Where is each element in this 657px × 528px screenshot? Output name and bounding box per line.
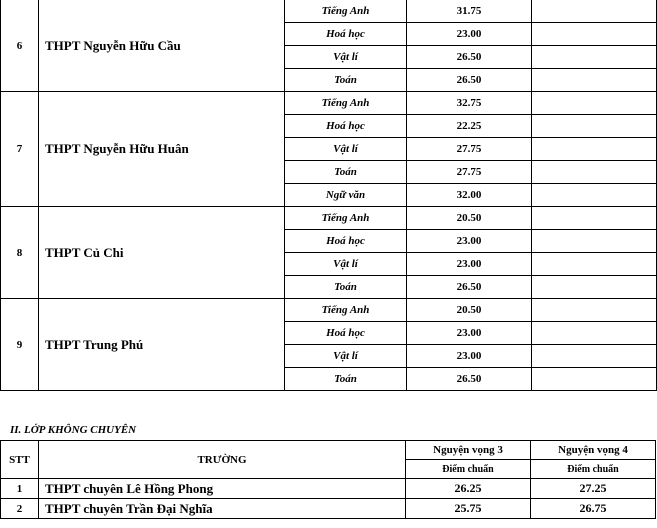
empty-cell	[532, 276, 657, 299]
cutoff-score: 26.50	[407, 276, 532, 299]
empty-cell	[532, 23, 657, 46]
empty-cell	[532, 368, 657, 391]
empty-cell	[532, 69, 657, 92]
non-specialized-body	[1, 479, 656, 519]
row-stt: 7	[1, 92, 39, 207]
school-name: THPT Nguyễn Hữu Cầu	[39, 0, 285, 92]
cutoff-score: 26.50	[407, 46, 532, 69]
cutoff-score: 32.00	[407, 184, 532, 207]
empty-cell	[532, 207, 657, 230]
empty-cell	[532, 230, 657, 253]
subject-name: Vật lí	[285, 345, 407, 368]
header-nv4-sub: Điểm chuẩn	[531, 460, 656, 479]
subject-name: Toán	[285, 161, 407, 184]
non-specialized-table	[0, 440, 656, 519]
empty-cell	[532, 253, 657, 276]
cutoff-score: 20.50	[407, 299, 532, 322]
cutoff-score: 23.00	[407, 230, 532, 253]
cutoff-score: 20.50	[407, 207, 532, 230]
header-nv3: Nguyện vọng 3	[406, 441, 531, 460]
subject-name: Tiếng Anh	[285, 299, 407, 322]
subject-name: Ngữ văn	[285, 184, 407, 207]
header-nv3-sub: Điểm chuẩn	[406, 460, 531, 479]
subject-name: Hoá học	[285, 322, 407, 345]
subject-name: Vật lí	[285, 253, 407, 276]
cutoff-score: 23.00	[407, 345, 532, 368]
cutoff-score: 27.75	[407, 161, 532, 184]
admission-scores-body	[1, 0, 657, 391]
subject-name: Vật lí	[285, 46, 407, 69]
cutoff-score: 27.75	[407, 138, 532, 161]
section-title: II. LỚP KHÔNG CHUYÊN	[10, 424, 137, 436]
subject-name: Hoá học	[285, 23, 407, 46]
non-specialized-header	[1, 441, 656, 479]
school-name: THPT Trung Phú	[39, 299, 285, 391]
row-stt: 2	[1, 499, 39, 519]
school-name: THPT chuyên Lê Hồng Phong	[39, 479, 406, 499]
row-stt: 9	[1, 299, 39, 391]
header-school: TRƯỜNG	[39, 441, 406, 479]
header-stt: STT	[1, 441, 39, 479]
row-stt: 8	[1, 207, 39, 299]
school-name: THPT Nguyễn Hữu Huân	[39, 92, 285, 207]
cutoff-score: 26.50	[407, 69, 532, 92]
table-row	[1, 499, 656, 519]
cutoff-score: 23.00	[407, 322, 532, 345]
subject-name: Tiếng Anh	[285, 207, 407, 230]
empty-cell	[532, 92, 657, 115]
cutoff-score: 32.75	[407, 92, 532, 115]
cutoff-score: 31.75	[407, 0, 532, 23]
nv4-score: 26.75	[531, 499, 656, 519]
nv3-score: 26.25	[406, 479, 531, 499]
table-row	[1, 299, 657, 322]
nv4-score: 27.25	[531, 479, 656, 499]
subject-name: Tiếng Anh	[285, 0, 407, 23]
table-row	[1, 207, 657, 230]
empty-cell	[532, 345, 657, 368]
cutoff-score: 22.25	[407, 115, 532, 138]
empty-cell	[532, 322, 657, 345]
empty-cell	[532, 161, 657, 184]
subject-name: Hoá học	[285, 115, 407, 138]
cutoff-score: 23.00	[407, 253, 532, 276]
empty-cell	[532, 299, 657, 322]
empty-cell	[532, 115, 657, 138]
table-row	[1, 0, 657, 23]
subject-name: Toán	[285, 368, 407, 391]
empty-cell	[532, 184, 657, 207]
school-name: THPT chuyên Trần Đại Nghĩa	[39, 499, 406, 519]
empty-cell	[532, 46, 657, 69]
empty-cell	[532, 0, 657, 23]
empty-cell	[532, 138, 657, 161]
subject-name: Hoá học	[285, 230, 407, 253]
row-stt: 1	[1, 479, 39, 499]
school-name: THPT Củ Chi	[39, 207, 285, 299]
cutoff-score: 26.50	[407, 368, 532, 391]
table-row	[1, 479, 656, 499]
cutoff-score: 23.00	[407, 23, 532, 46]
subject-name: Vật lí	[285, 138, 407, 161]
header-nv4: Nguyện vọng 4	[531, 441, 656, 460]
subject-name: Toán	[285, 69, 407, 92]
nv3-score: 25.75	[406, 499, 531, 519]
table-row	[1, 92, 657, 115]
row-stt: 6	[1, 0, 39, 92]
subject-name: Tiếng Anh	[285, 92, 407, 115]
subject-name: Toán	[285, 276, 407, 299]
